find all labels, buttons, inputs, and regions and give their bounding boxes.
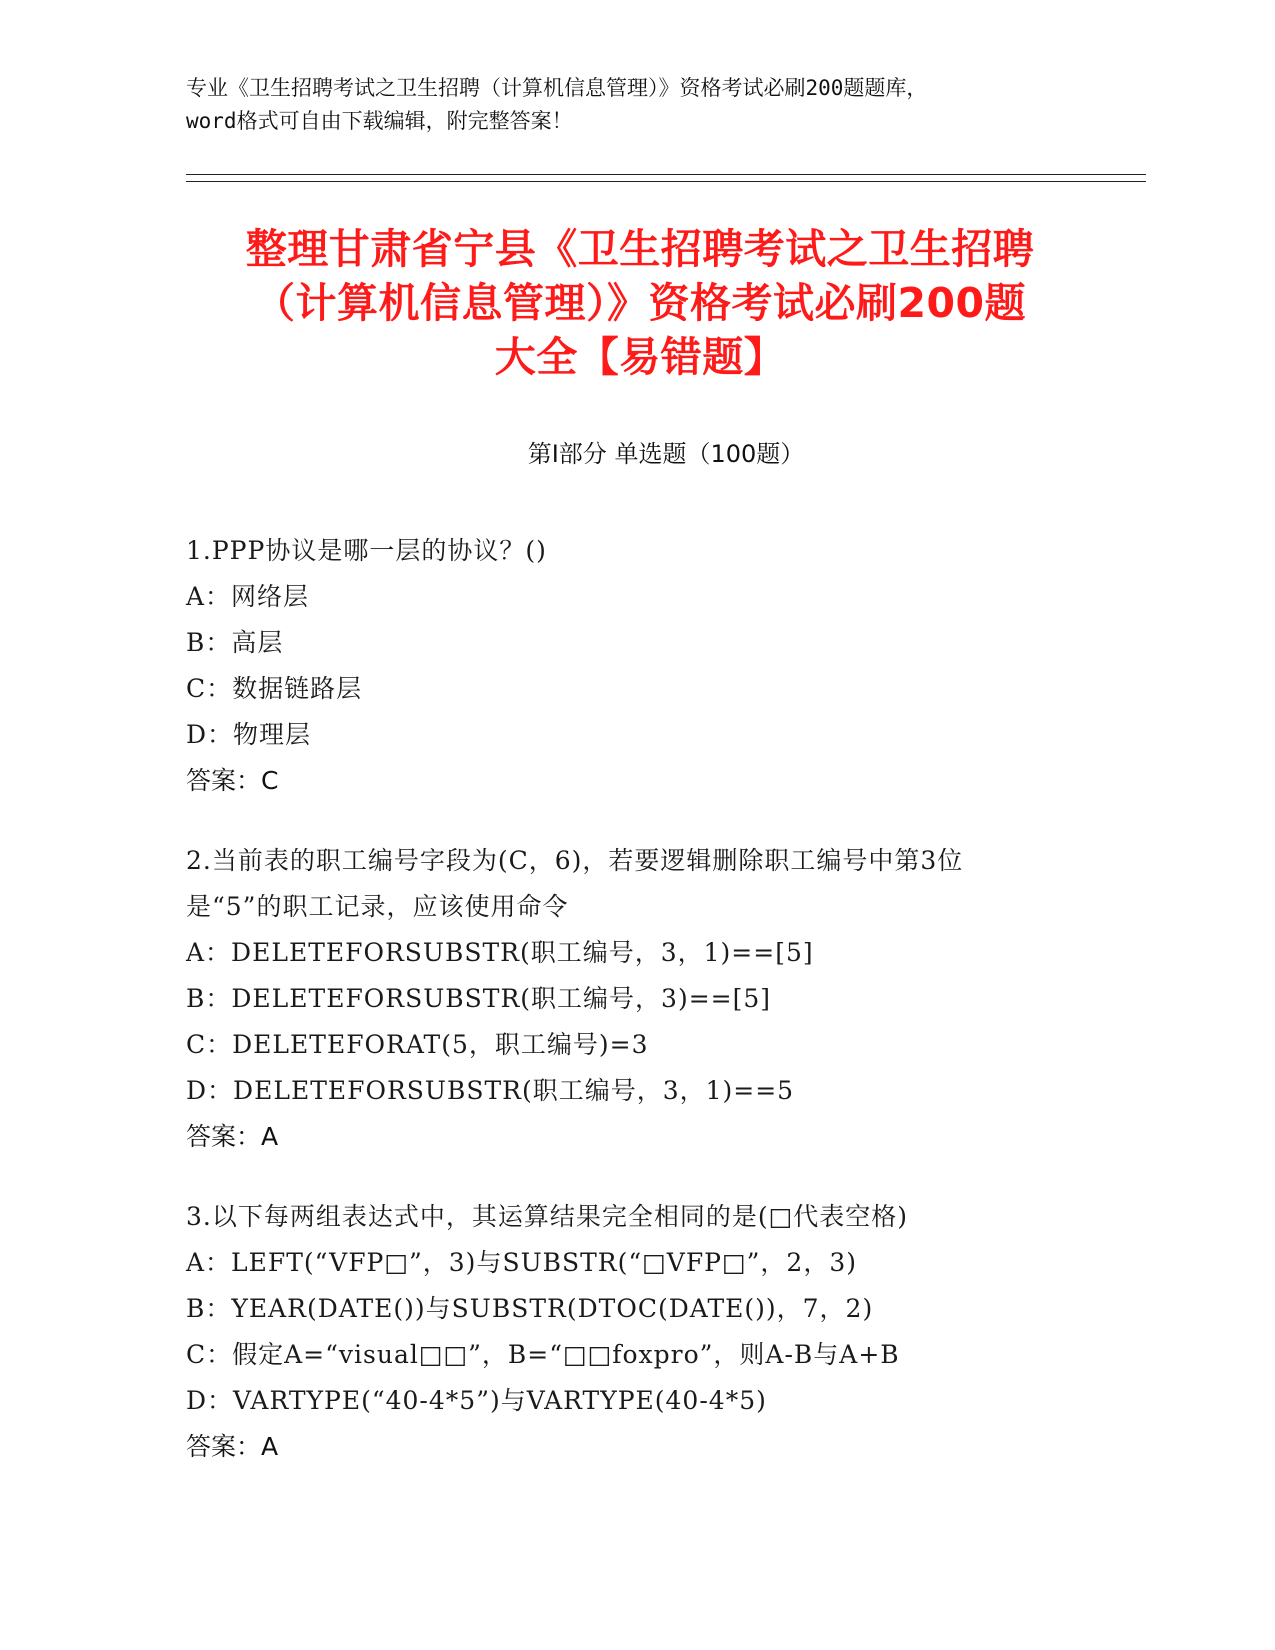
option-b: B：DELETEFORSUBSTR(职工编号，3)==[5] [186,984,772,1013]
question-list [186,528,1066,1504]
header-note-line-2: word格式可自由下载编辑，附完整答案！ [186,109,573,133]
option-b: B：YEAR(DATE())与SUBSTR(DTOC(DATE())，7，2) [186,1294,874,1323]
option-c: C：假定A=“visual□□”，B=“□□foxpro”，则A-B与A+B [186,1340,900,1369]
question-stem: 2.当前表的职工编号字段为(C，6)，若要逻辑删除职工编号中第3位 [186,846,964,875]
header-divider-bottom [186,181,1146,182]
option-c: C：数据链路层 [186,674,363,703]
question-2 [186,838,1066,1160]
question-1 [186,528,1066,804]
header-note [186,72,1086,138]
option-c: C：DELETEFORAT(5，职工编号)=3 [186,1030,649,1059]
option-d: D：物理层 [186,720,312,749]
answer-label: 答案：A [186,1122,279,1151]
question-3 [186,1194,1066,1470]
document-title-line-1: 整理甘肃省宁县《卫生招聘考试之卫生招聘 [245,225,1035,273]
option-b: B：高层 [186,628,284,657]
option-a: A：LEFT(“VFP□”，3)与SUBSTR(“□VFP□”，2，3) [186,1248,857,1277]
option-d: D：DELETEFORSUBSTR(职工编号，3，1)==5 [186,1076,795,1105]
header-note-line-1: 专业《卫生招聘考试之卫生招聘（计算机信息管理）》资格考试必刷200题题库， [186,76,928,100]
answer-label: 答案：C [186,766,279,795]
section-heading: 第Ⅰ部分 单选题（100题） [527,440,805,468]
document-title-line-2: （计算机信息管理）》资格考试必刷200题 [253,279,1027,327]
option-a: A：DELETEFORSUBSTR(职工编号，3，1)==[5] [186,938,814,967]
document-title [190,222,1090,384]
document-title-line-3: 大全【易错题】 [494,333,786,381]
option-d: D：VARTYPE(“40-4*5”)与VARTYPE(40-4*5) [186,1386,767,1415]
option-a: A：网络层 [186,582,310,611]
answer-label: 答案：A [186,1432,279,1461]
question-stem-continued: 是“5”的职工记录，应该使用命令 [186,892,569,921]
question-stem: 3.以下每两组表达式中，其运算结果完全相同的是(□代表空格) [186,1202,908,1231]
question-stem: 1.PPP协议是哪一层的协议？() [186,536,547,565]
header-divider-top [186,174,1146,175]
